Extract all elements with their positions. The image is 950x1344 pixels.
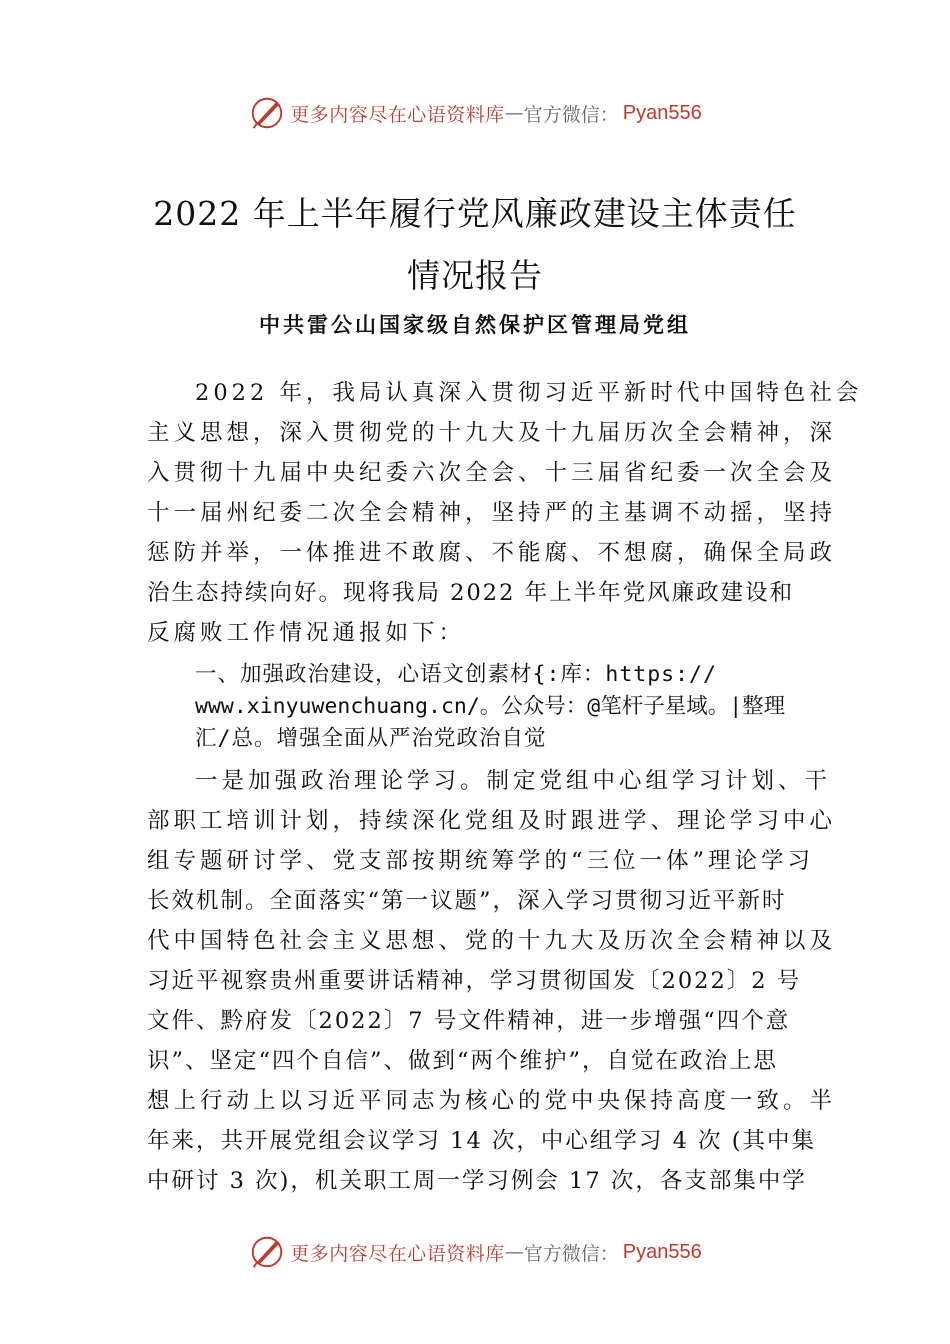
para1-line: 反腐败工作情况通报如下： bbox=[147, 620, 466, 646]
para2-line: 一是加强政治理论学习。制定党组中心组学习计划、干 bbox=[195, 768, 832, 794]
para2-line: 组专题研讨学、党支部按期统筹学的“三位一体”理论学习 bbox=[147, 848, 815, 874]
footer-banner bbox=[0, 1232, 950, 1272]
quill-logo-icon bbox=[248, 94, 286, 132]
banner-separator: — bbox=[504, 1241, 524, 1263]
para2-line: 想上行动上以习近平同志为核心的党中央保持高度一致。半 bbox=[147, 1088, 837, 1114]
para1-line: 治生态持续向好。现将我局 2022 年上半年党风廉政建设和 bbox=[147, 580, 795, 606]
banner-wechat-label: 官方微信： bbox=[523, 1242, 619, 1265]
banner-wechat-label: 官方微信： bbox=[523, 103, 619, 126]
doc-title-line2: 情况报告 bbox=[407, 256, 543, 295]
section1-heading-line: 一、加强政治建设，心语文创素材{:库：https:// bbox=[195, 662, 717, 687]
banner-separator: — bbox=[504, 102, 524, 124]
para1-line: 惩防并举，一体推进不敢腐、不能腐、不想腐，确保全局政 bbox=[147, 540, 837, 566]
banner-text: 更多内容尽在心语资料库 bbox=[290, 103, 505, 126]
para2-line: 年来，共开展党组会议学习 14 次，中心组学习 4 次 (其中集 bbox=[147, 1128, 816, 1154]
banner-text: 更多内容尽在心语资料库 bbox=[290, 1242, 505, 1265]
para2-line: 长效机制。全面落实“第一议题”，深入学习贯彻习近平新时 bbox=[147, 888, 787, 914]
quill-logo-icon bbox=[248, 1233, 286, 1271]
para1-line: 主义思想，深入贯彻党的十九大及十九届历次全会精神，深 bbox=[147, 420, 837, 446]
para2-line: 中研讨 3 次)，机关职工周一学习例会 17 次，各支部集中学 bbox=[147, 1168, 807, 1194]
para2-line: 习近平视察贵州重要讲话精神，学习贯彻国发〔2022〕2 号 bbox=[147, 968, 802, 994]
doc-title-line1: 2022 年上半年履行党风廉政建设主体责任 bbox=[153, 194, 797, 233]
para1-line: 2022 年，我局认真深入贯彻习近平新时代中国特色社会 bbox=[195, 380, 863, 406]
doc-author: 中共雷公山国家级自然保护区管理局党组 bbox=[259, 313, 691, 337]
para2-line: 代中国特色社会主义思想、党的十九大及历次全会精神以及 bbox=[147, 928, 837, 954]
banner-wechat-id: Pyan556 bbox=[622, 1240, 702, 1263]
para2-line: 识”、坚定“四个自信”、做到“两个维护”，自觉在政治上思 bbox=[147, 1048, 779, 1074]
para2-line: 部职工培训计划，持续深化党组及时跟进学、理论学习中心 bbox=[147, 808, 837, 834]
section1-heading-line: www.xinyuwenchuang.cn/。公众号：@笔杆子星域。|整理 bbox=[195, 694, 786, 719]
section1-heading-line: 汇/总。增强全面从严治党政治自觉 bbox=[195, 726, 547, 751]
header-banner bbox=[0, 93, 950, 133]
para1-line: 入贯彻十九届中央纪委六次全会、十三届省纪委一次全会及 bbox=[147, 460, 837, 486]
banner-wechat-id: Pyan556 bbox=[622, 101, 702, 124]
para2-line: 文件、黔府发〔2022〕7 号文件精神，进一步增强“四个意 bbox=[147, 1008, 791, 1034]
para1-line: 十一届州纪委二次全会精神，坚持严的主基调不动摇，坚持 bbox=[147, 500, 837, 526]
